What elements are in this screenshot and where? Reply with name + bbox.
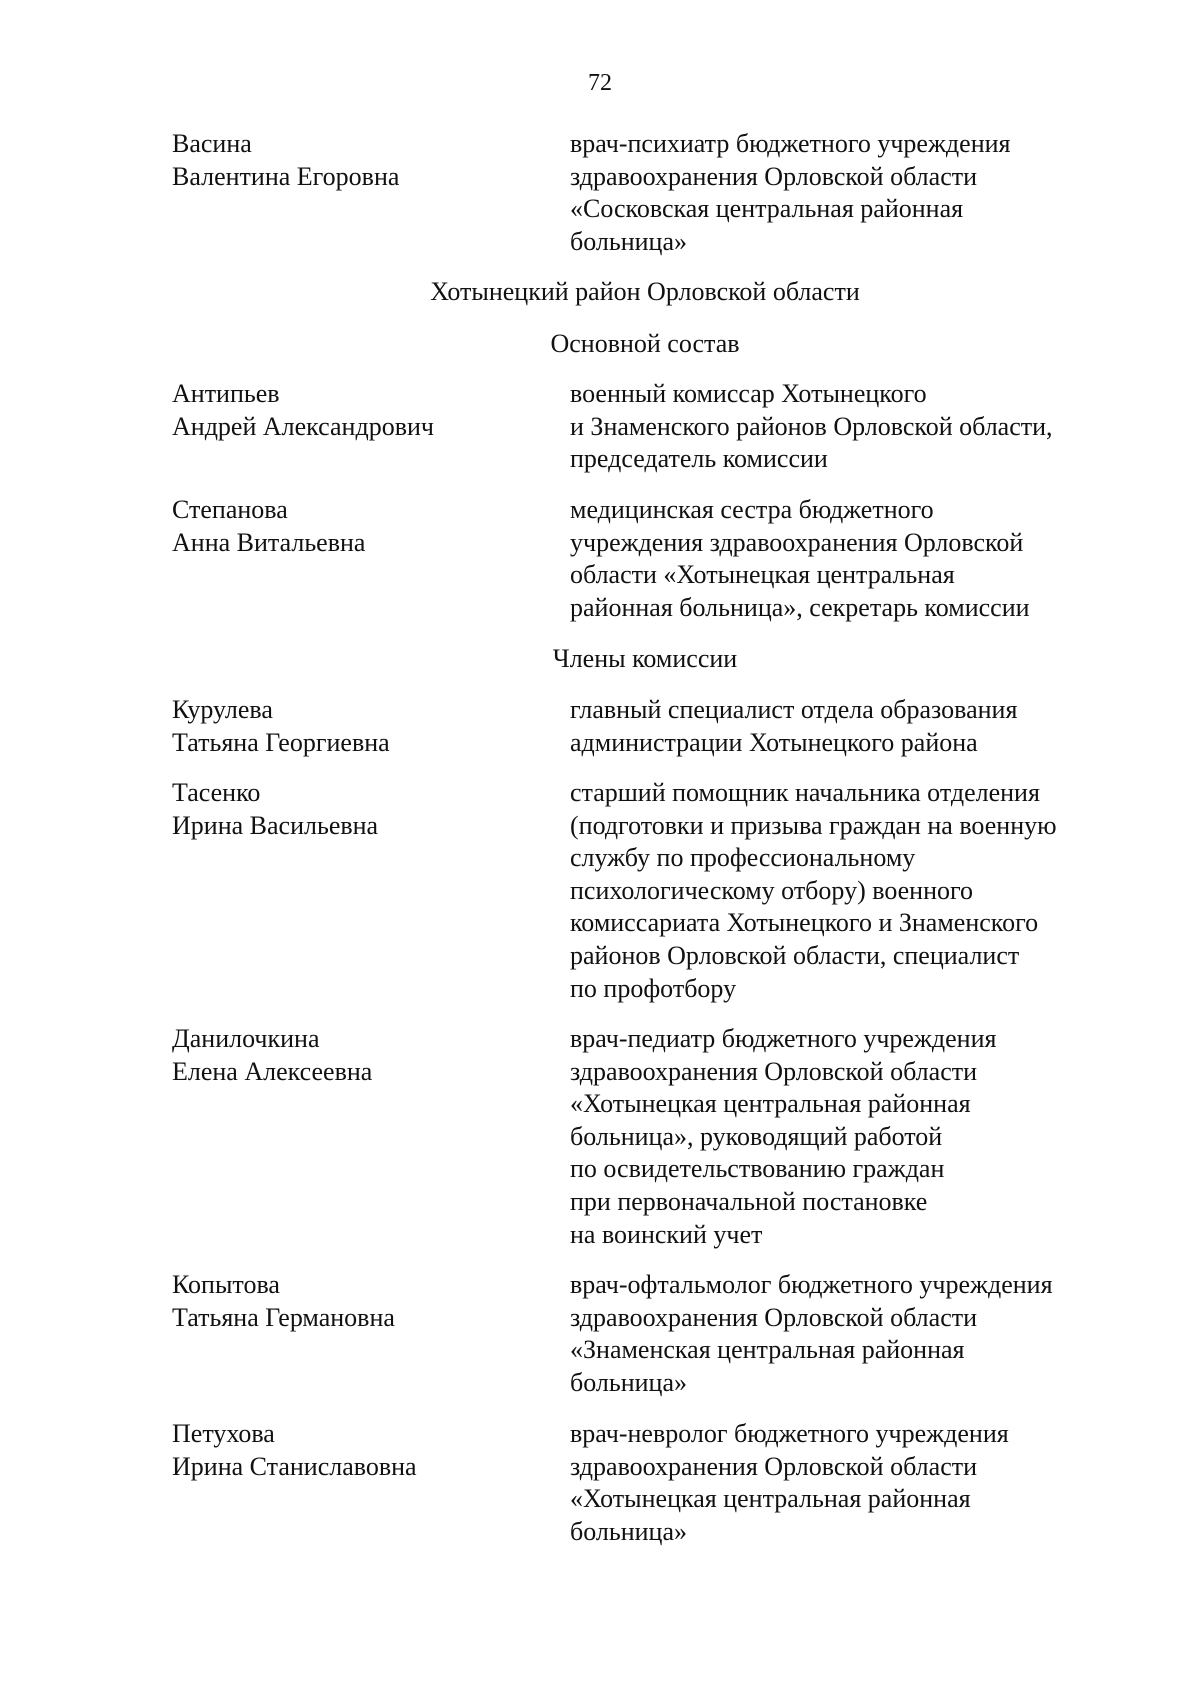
position-line: на воинский учет <box>570 1219 763 1249</box>
position-line: военный комиссар Хотынецкого <box>570 379 927 408</box>
position-line: по профотбору <box>570 973 737 1003</box>
member-position <box>570 1269 1110 1399</box>
member-position <box>570 378 1110 476</box>
position-line: области «Хотынецкая центральная <box>570 560 955 590</box>
position-line: здравоохранения Орловской области <box>570 1056 978 1086</box>
position-line: главный специалист отдела образования <box>570 695 1018 724</box>
position-line: председатель комиссии <box>570 444 828 474</box>
position-line: больница» <box>570 226 687 256</box>
member-name <box>172 777 552 842</box>
member-position <box>570 694 1110 759</box>
given-names: Андрей Александрович <box>172 411 434 441</box>
page-number: 72 <box>588 70 612 96</box>
position-line: и Знаменского районов Орловской области, <box>570 411 1053 441</box>
given-names: Валентина Егоровна <box>172 161 400 191</box>
given-names: Анна Витальевна <box>172 527 366 557</box>
surname: Степанова <box>172 495 288 524</box>
member-name <box>172 128 552 193</box>
surname: Васина <box>172 129 252 158</box>
position-line: при первоначальной постановке <box>570 1186 928 1216</box>
member-name <box>172 694 552 759</box>
member-name <box>172 1023 552 1088</box>
position-line: врач-офтальмолог бюджетного учреждения <box>570 1270 1053 1299</box>
position-line: «Хотынецкая центральная районная <box>570 1484 971 1514</box>
member-position <box>570 1023 1110 1251</box>
position-line: старший помощник начальника отделения <box>570 778 1040 807</box>
member-name <box>172 378 552 443</box>
position-line: учреждения здравоохранения Орловской <box>570 527 1024 557</box>
position-line: здравоохранения Орловской области <box>570 1302 978 1332</box>
member-name <box>172 494 552 559</box>
given-names: Ирина Васильевна <box>172 810 379 840</box>
position-line: администрации Хотынецкого района <box>570 727 978 757</box>
member-position <box>570 1418 1110 1548</box>
position-line: врач-педиатр бюджетного учреждения <box>570 1024 997 1053</box>
position-line: врач-психиатр бюджетного учреждения <box>570 129 1011 158</box>
position-line: здравоохранения Орловской области <box>570 161 978 191</box>
district-title: Хотынецкий район Орловской области <box>430 277 860 306</box>
position-line: районов Орловской области, специалист <box>570 940 1020 970</box>
position-line: больница» <box>570 1367 687 1397</box>
member-name <box>172 1418 552 1483</box>
position-line: «Знаменская центральная районная <box>570 1335 965 1365</box>
surname: Антипьев <box>172 379 280 408</box>
position-line: больница» <box>570 1516 687 1546</box>
given-names: Елена Алексеевна <box>172 1056 373 1086</box>
members-title: Члены комиссии <box>552 644 738 673</box>
position-line: «Сосковская центральная районная <box>570 194 964 224</box>
member-position <box>570 494 1110 624</box>
position-line: комиссариата Хотынецкого и Знаменского <box>570 908 1039 938</box>
main-composition-title: Основной состав <box>550 329 740 358</box>
member-position <box>570 128 1110 258</box>
given-names: Татьяна Германовна <box>172 1302 395 1332</box>
surname: Тасенко <box>172 778 261 807</box>
surname: Петухова <box>172 1419 275 1448</box>
position-line: больница», руководящий работой <box>570 1121 943 1151</box>
position-line: медицинская сестра бюджетного <box>570 495 934 524</box>
position-line: районная больница», секретарь комиссии <box>570 592 1030 622</box>
member-position <box>570 777 1110 1005</box>
position-line: «Хотынецкая центральная районная <box>570 1089 971 1119</box>
given-names: Татьяна Георгиевна <box>172 727 390 757</box>
position-line: по освидетельствованию граждан <box>570 1154 945 1184</box>
surname: Курулева <box>172 695 273 724</box>
given-names: Ирина Станиславовна <box>172 1451 417 1481</box>
position-line: врач-невролог бюджетного учреждения <box>570 1419 1009 1448</box>
surname: Копытова <box>172 1270 280 1299</box>
member-name <box>172 1269 552 1334</box>
position-line: (подготовки и призыва граждан на военную <box>570 810 1057 840</box>
position-line: психологическому отбору) военного <box>570 875 974 905</box>
position-line: здравоохранения Орловской области <box>570 1451 978 1481</box>
surname: Данилочкина <box>172 1024 320 1053</box>
position-line: службу по профессиональному <box>570 843 916 873</box>
